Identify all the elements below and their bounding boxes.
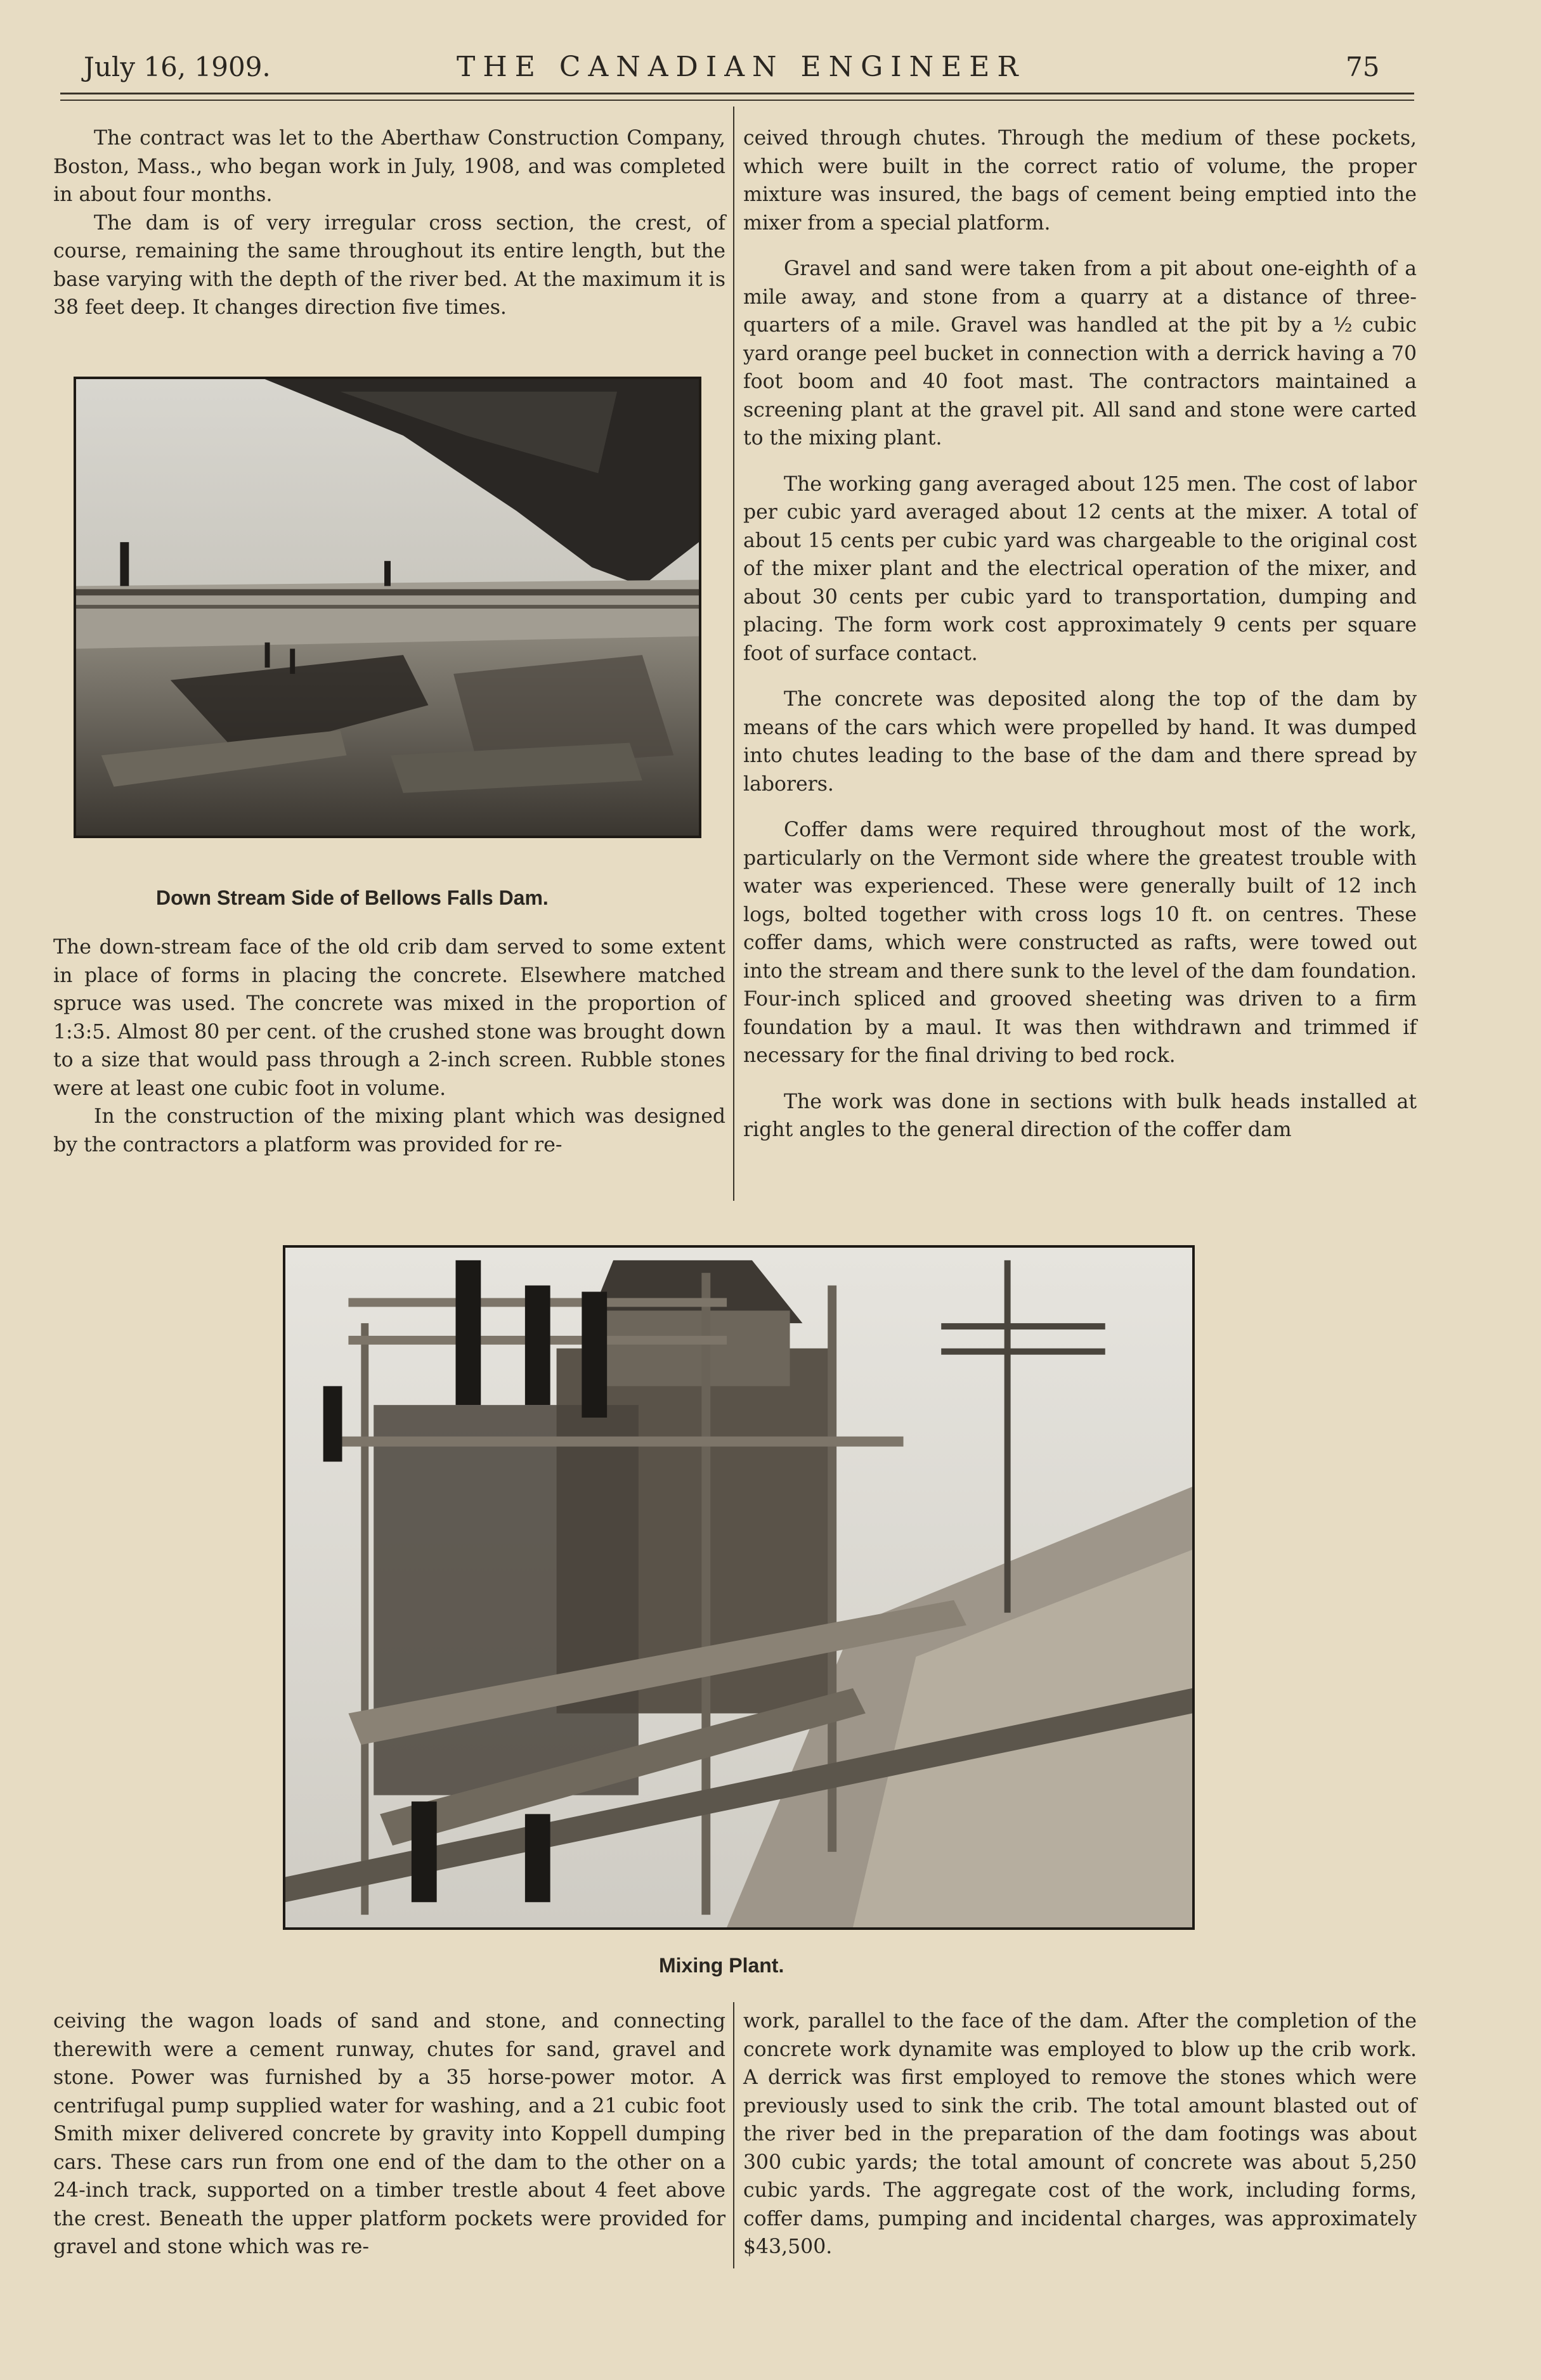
right-column-final	[743, 2007, 1417, 2261]
paragraph: The contract was let to the Aberthaw Construction Company, Boston, Mass., who began work in July, 1908, and was completed in about four months.	[53, 127, 725, 206]
left-column-bottom	[53, 933, 725, 1159]
column-divider-top	[733, 107, 734, 1201]
photo-mixing-plant-structure	[285, 1248, 1192, 1927]
paragraph: Coffer dams were required throughout most of the work, particularly on the Vermont side where the greatest trouble with water was experienced. These were generally built of 12 inch logs, bolted together with cross logs 10 ft. on centres. These coffer dams, which were constructed as rafts, were towed out into the stream and there sunk to the level of the dam foundation. Four-inch spliced and grooved sheeting was driven to a firm foundation by a maul. It was then withdrawn and trimmed if necessary for the final driving to bed rock.	[743, 818, 1417, 1067]
header-rule	[60, 93, 1414, 94]
photo-bellows-falls-dam	[74, 377, 701, 838]
left-column-top	[53, 124, 725, 322]
figure-caption: Mixing Plant.	[659, 1954, 784, 1977]
right-column-top	[743, 124, 1417, 1144]
left-column-final	[53, 2007, 725, 2261]
header-date: July 16, 1909.	[84, 51, 271, 82]
figure-caption: Down Stream Side of Bellows Falls Dam.	[156, 886, 549, 909]
photo-dam-construction	[76, 379, 699, 836]
paragraph: Gravel and sand were taken from a pit about one-eighth of a mile away, and stone from a quarry at a distance of three-quarters of a mile. Gravel was handled at the pit by a ½ cubic yard orange peel bucket in connection with a derrick having a 70 foot boom and 40 foot mast. The contractors maintained a screening plant at the gravel pit. All sand and stone were carted to the mixing plant.	[743, 257, 1417, 449]
paragraph: ceiving the wagon loads of sand and stone, and connecting therewith were a cement runway, chutes for sand, gravel and stone. Power was furnished by a 35 horse-power motor. A centrifugal pump supplied water for washing, and a 21 cubic foot Smith mixer delivered concrete by gravity into Koppell dumping cars. These cars run from one end of the dam to the other on a 24-inch track, supported on a timber trestle about 4 feet above the crest. Beneath the upper platform pockets were provided for gravel and stone which was re-	[53, 2010, 725, 2258]
photo-mixing-plant	[283, 1245, 1195, 1930]
paragraph: The down-stream face of the old crib dam served to some extent in place of forms in placing the concrete. Elsewhere matched spruce was used. The concrete was mixed in the proportion of 1:3:5. Almost 80 per cent. of the crushed stone was brought down to a size that would pass through a 2-inch screen. Rubble stones were at least one cubic foot in volume.	[53, 936, 725, 1100]
journal-title: THE CANADIAN ENGINEER	[457, 51, 1026, 83]
column-divider-bottom	[733, 2002, 734, 2268]
paragraph: The work was done in sections with bulk heads installed at right angles to the general direction of the coffer dam	[743, 1090, 1417, 1141]
paragraph: work, parallel to the face of the dam. After the completion of the concrete work dynamite was employed to blow up the crib work. A derrick was first employed to remove the stones which were previously used to sink the crib. The total amount blasted out of the river bed in the preparation of the dam footings was about 300 cubic yards; the total amount of concrete was about 5,250 cubic yards. The aggregate cost of the work, including forms, coffer dams, pumping and incidental charges, was approximately $43,500.	[743, 2010, 1417, 2258]
paragraph: The working gang averaged about 125 men. The cost of labor per cubic yard averaged about 12 cents at the mixer. A total of about 15 cents per cubic yard was chargeable to the original cost of the mixer plant and the electrical operation of the mixer, and about 30 cents per cubic yard to transportation, dumping and placing. The form work cost approximately 9 cents per square foot of surface contact.	[743, 472, 1417, 665]
paragraph: ceived through chutes. Through the medium of these pockets, which were built in the correct ratio of volume, the proper mixture was insured, the bags of cement being emptied into the mixer from a special platform.	[743, 127, 1417, 235]
header-rule-thin	[60, 100, 1414, 101]
paragraph: The concrete was deposited along the top of the dam by means of the cars which were propelled by hand. It was dumped into chutes leading to the base of the dam and there spread by laborers.	[743, 688, 1417, 796]
paragraph: In the construction of the mixing plant which was designed by the contractors a platform was provided for re-	[53, 1105, 725, 1156]
paragraph: The dam is of very irregular cross section, the crest, of course, remaining the same throughout its entire length, but the base varying with the depth of the river bed. At the maximum it is 38 feet deep. It changes direction five times.	[53, 211, 725, 319]
page-number: 75	[1346, 51, 1380, 82]
